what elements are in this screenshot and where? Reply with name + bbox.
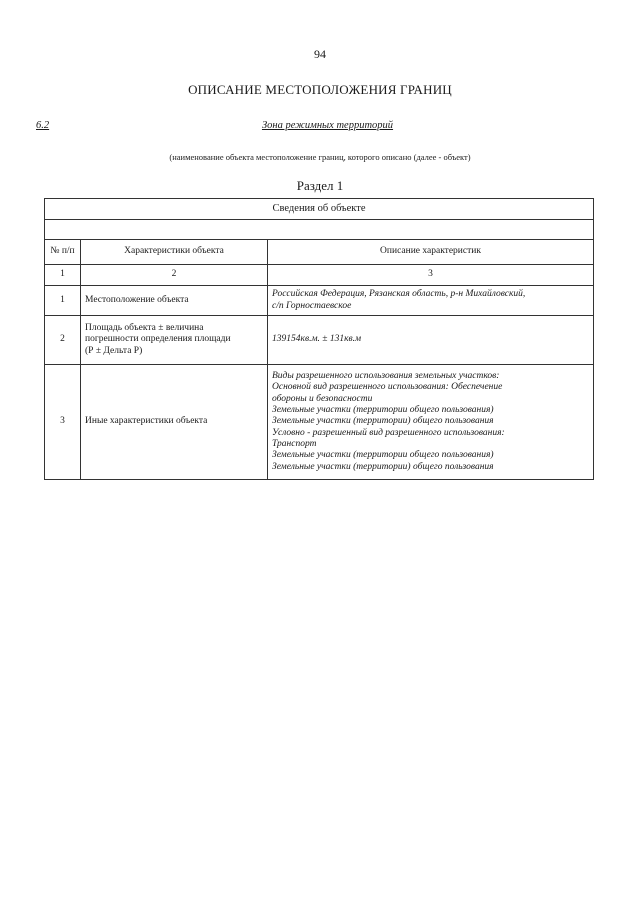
description-line: Транспорт bbox=[272, 439, 317, 450]
description-line: Земельные участки (территории общего пользования) bbox=[272, 450, 494, 461]
column-number-row bbox=[45, 265, 594, 286]
description-line: Земельные участки (территории) общего пользования bbox=[272, 461, 494, 472]
characteristic-line: погрешности определения площади bbox=[85, 334, 231, 345]
table-empty-cell bbox=[45, 220, 594, 240]
description-line: Земельные участки (территории общего пользования) bbox=[272, 404, 494, 415]
table-header-row bbox=[45, 240, 594, 265]
description-line: Российская Федерация, Рязанская область, р-н Михайловский, bbox=[272, 289, 526, 300]
section-title: Раздел 1 bbox=[296, 178, 344, 193]
row-number: 3 bbox=[45, 365, 81, 480]
table-caption-row bbox=[45, 199, 594, 220]
row-description bbox=[268, 365, 594, 480]
description-line: Условно - разрешенный вид разрешенного использования: bbox=[272, 427, 505, 438]
table-caption: Сведения об объекте bbox=[45, 199, 594, 220]
row-characteristic: Местоположение объекта bbox=[81, 286, 268, 316]
row-number: 2 bbox=[45, 316, 81, 365]
table-row bbox=[45, 286, 594, 316]
zone-number: 6.2 bbox=[36, 120, 50, 131]
header-num: № п/п bbox=[45, 240, 81, 265]
column-number: 2 bbox=[81, 265, 268, 286]
description-line: Основной вид разрешенного использования: Обеспечение bbox=[272, 382, 503, 393]
characteristic-line: (Р ± Дельта Р) bbox=[85, 345, 143, 356]
description-line: Виды разрешенного использования земельных участков: bbox=[272, 370, 500, 381]
row-characteristic bbox=[81, 316, 268, 365]
document-title: ОПИСАНИЕ МЕСТОПОЛОЖЕНИЯ ГРАНИЦ bbox=[188, 82, 452, 97]
page-number: 94 bbox=[314, 47, 326, 61]
row-characteristic: Иные характеристики объекта bbox=[81, 365, 268, 480]
column-number: 3 bbox=[268, 265, 594, 286]
characteristic-line: Площадь объекта ± величина bbox=[85, 322, 204, 333]
description-line: с/п Горностаевское bbox=[272, 300, 352, 311]
table-row bbox=[45, 365, 594, 480]
table-empty-row bbox=[45, 220, 594, 240]
description-line: 139154кв.м. ± 131кв.м bbox=[272, 334, 362, 345]
table-row bbox=[45, 316, 594, 365]
header-description: Описание характеристик bbox=[268, 240, 594, 265]
row-description bbox=[268, 286, 594, 316]
object-name-caption: (наименование объекта местоположение границ, которого описано (далее - объект) bbox=[169, 152, 471, 162]
row-description bbox=[268, 316, 594, 365]
row-number: 1 bbox=[45, 286, 81, 316]
header-characteristic: Характеристики объекта bbox=[81, 240, 268, 265]
zone-name: Зона режимных территорий bbox=[261, 120, 394, 131]
object-info-table bbox=[44, 198, 594, 480]
column-number: 1 bbox=[45, 265, 81, 286]
description-line: Земельные участки (территории) общего пользования bbox=[272, 416, 494, 427]
description-line: обороны и безопасности bbox=[272, 393, 373, 404]
